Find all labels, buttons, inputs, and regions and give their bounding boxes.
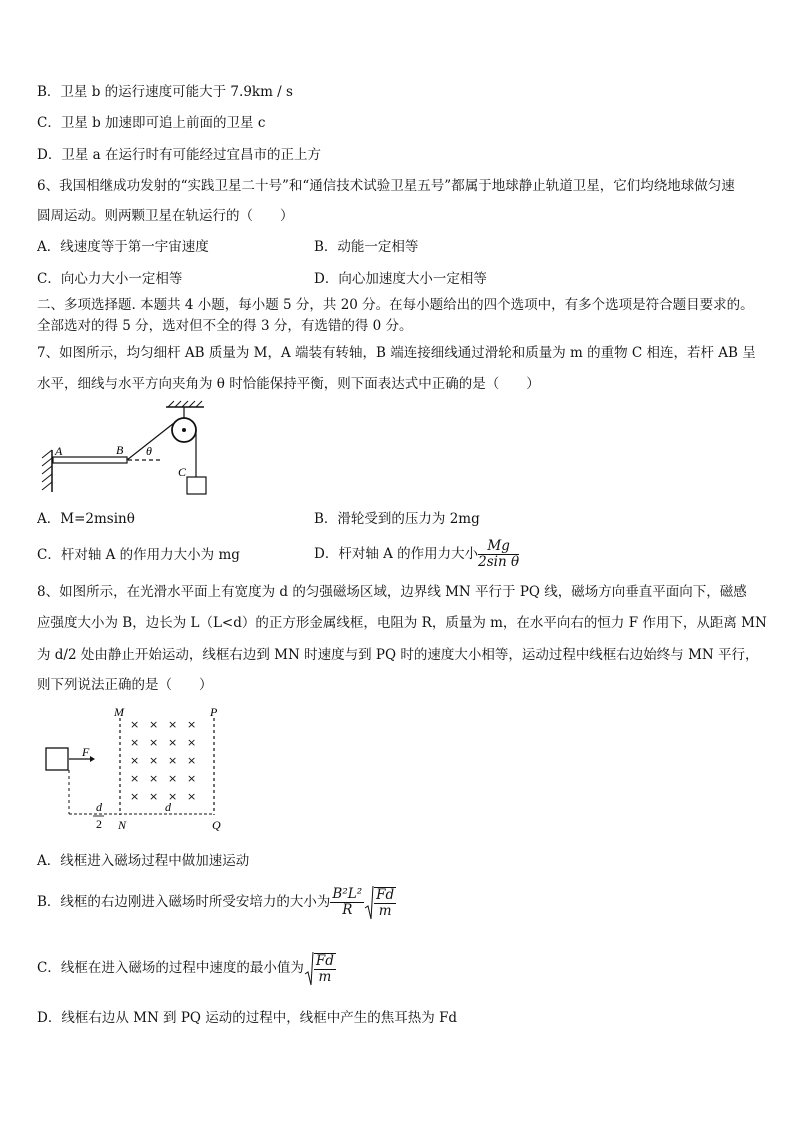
svg-text:×: ×	[149, 790, 159, 803]
q8-stem-line4: 则下列说法正确的是（ ）	[37, 677, 213, 693]
q7-stem-line1: 7、如图所示，均匀细杆 AB 质量为 M，A 端装有转轴，B 端连接细线通过滑轮和质量为 m 的重物 C 相连，若杆 AB 呈	[37, 345, 756, 361]
q5-option-d: D．卫星 a 在运行时有可能经过宜昌市的正上方	[37, 147, 321, 163]
q7-option-a: A．M=2msinθ	[37, 511, 135, 527]
q8-option-c-text: C．线框在进入磁场的过程中速度的最小值为	[37, 960, 304, 976]
q7-option-d-fraction	[478, 539, 519, 570]
svg-text:×: ×	[187, 718, 197, 731]
q8-option-c-sqrt	[304, 949, 336, 989]
q7-rod-pulley-figure	[38, 400, 228, 500]
q8-option-c	[37, 948, 336, 989]
svg-text:×: ×	[149, 754, 159, 767]
q5-option-c: C．卫星 b 加速即可追上前面的卫星 c	[37, 115, 266, 131]
svg-text:×: ×	[168, 718, 178, 731]
q7-pulley-axle	[182, 428, 186, 432]
svg-text:×: ×	[168, 754, 178, 767]
svg-text:×: ×	[168, 772, 178, 785]
q7-option-b: B．滑轮受到的压力为 2mg	[314, 511, 480, 527]
q8-label-d-num: d	[96, 800, 102, 814]
radical-icon	[304, 950, 314, 988]
q7-option-d-text: D．杆对轴 A 的作用力大小	[314, 546, 479, 562]
q8-coil	[46, 748, 68, 770]
svg-text:×: ×	[130, 736, 140, 749]
q8-option-b-rad-num: Fd	[376, 887, 395, 903]
q8-option-b-fraction	[330, 887, 364, 918]
section2-line2: 全部选对的得 5 分，选对但不全的得 3 分，有选错的得 0 分。	[37, 318, 413, 334]
q6-option-c: C．向心力大小一定相等	[37, 271, 183, 287]
svg-text:×: ×	[168, 790, 178, 803]
section2-line1: 二、多项选择题. 本题共 4 小题，每小题 5 分，共 20 分。在每小题给出的四个选项中，有多个选项是符合题目要求的。	[37, 297, 754, 313]
q8-arrow-head	[90, 756, 95, 762]
q7-stem-line2: 水平，细线与水平方向夹角为 θ 时恰能保持平衡，则下面表达式中正确的是（ ）	[37, 376, 540, 392]
q7-option-d-num: Mg	[478, 539, 519, 555]
svg-text:×: ×	[149, 772, 159, 785]
q6-option-b: B．动能一定相等	[314, 239, 419, 255]
svg-text:×: ×	[187, 790, 197, 803]
q7-weight-c	[187, 477, 206, 494]
q8-label-d-den: 2	[96, 817, 102, 831]
q8-option-b-den: R	[342, 902, 353, 918]
svg-text:×: ×	[187, 772, 197, 785]
q8-option-b-num: B²L²	[332, 886, 363, 902]
q8-label-m: M	[114, 705, 124, 719]
svg-text:×: ×	[149, 736, 159, 749]
svg-text:×: ×	[130, 754, 140, 767]
svg-text:×: ×	[149, 718, 159, 731]
q7-wall-hatch	[42, 450, 52, 490]
q7-label-a: A	[55, 444, 63, 458]
q7-option-d	[314, 536, 519, 572]
q8-option-b-sqrt	[364, 883, 396, 923]
svg-text:×: ×	[187, 754, 197, 767]
q8-label-n: N	[118, 818, 127, 832]
q6-option-a: A．线速度等于第一宇宙速度	[37, 239, 209, 255]
q8-option-b-text: B．线框的右边刚进入磁场时所受安培力的大小为	[37, 894, 331, 910]
q7-label-b: B	[116, 443, 124, 457]
q6-stem-line2: 圆周运动。则两颗卫星在轨运行的（ ）	[37, 208, 294, 224]
q8-field-crosses	[130, 718, 196, 803]
q8-option-a: A．线框进入磁场过程中做加速运动	[37, 853, 250, 869]
q6-stem-line1: 6、我国相继成功发射的“实践卫星二十号”和“通信技术试验卫星五号”都属于地球静止轨道卫星，它们均绕地球做匀速	[37, 178, 735, 194]
q8-label-f: F	[82, 745, 90, 759]
q8-magnetic-field-figure	[40, 702, 240, 837]
q8-option-b-radicand	[374, 887, 396, 919]
q8-label-d: d	[165, 800, 171, 814]
q7-rod	[53, 457, 127, 463]
svg-text:×: ×	[168, 736, 178, 749]
q7-label-theta: θ	[146, 444, 152, 458]
q6-option-d: D．向心加速度大小一定相等	[314, 271, 487, 287]
q8-label-p: P	[210, 705, 218, 719]
svg-text:×: ×	[130, 772, 140, 785]
q7-option-d-den: 2sin θ	[478, 554, 520, 570]
q7-ceiling-hatch	[168, 401, 202, 407]
q8-option-c-rad-den: m	[318, 969, 332, 985]
q8-stem-line1: 8、如图所示，在光滑水平面上有宽度为 d 的匀强磁场区域，边界线 MN 平行于 PQ 线，磁场方向垂直平面向下，磁感	[37, 584, 747, 600]
q7-label-c: C	[178, 465, 187, 479]
radical-icon	[364, 884, 374, 922]
q7-option-c: C．杆对轴 A 的作用力大小为 mg	[37, 547, 240, 563]
q8-option-c-radicand	[314, 953, 336, 985]
q8-option-c-rad-num: Fd	[315, 953, 334, 969]
q8-stem-line3: 为 d/2 处由静止开始运动，线框右边到 MN 时速度与到 PQ 时的速度大小相等，运动过程中线框右边始终与 MN 平行，	[37, 647, 759, 663]
svg-text:×: ×	[130, 790, 140, 803]
q8-stem-line2: 应强度大小为 B，边长为 L（L<d）的正方形金属线框，电阻为 R，质量为 m，在水平向右的恒力 F 作用下，从距离 MN	[37, 615, 767, 631]
q8-option-b-rad-den: m	[378, 903, 392, 919]
q8-option-d: D．线框右边从 MN 到 PQ 运动的过程中，线框中产生的焦耳热为 Fd	[37, 1010, 458, 1026]
q5-option-b: B．卫星 b 的运行速度可能大于 7.9km / s	[37, 84, 293, 100]
svg-text:×: ×	[187, 736, 197, 749]
svg-text:×: ×	[130, 718, 140, 731]
q8-option-b	[37, 882, 396, 923]
q8-label-q: Q	[212, 818, 221, 832]
